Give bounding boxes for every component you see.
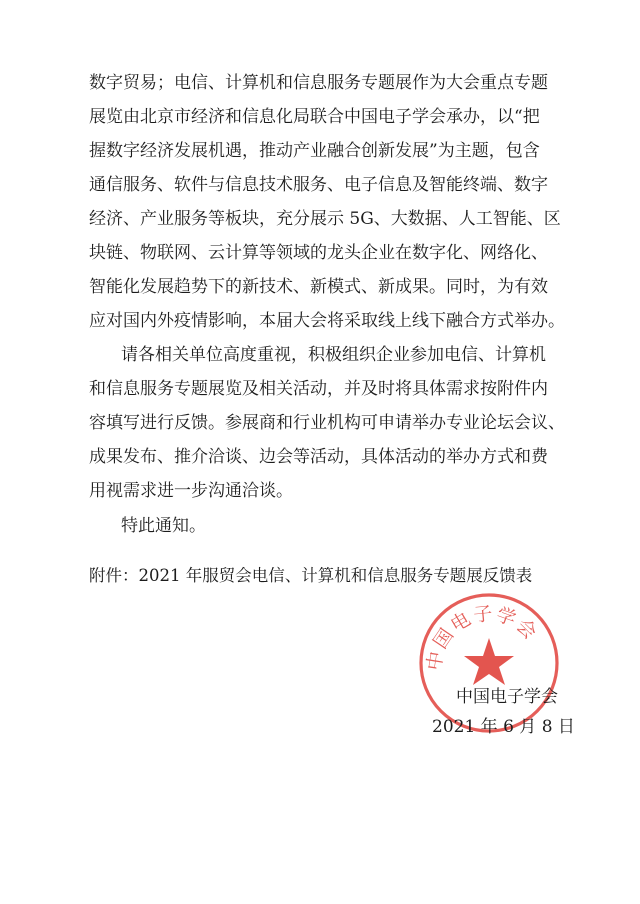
paragraph-line: 成果发布、推介洽谈、边会等活动，具体活动的举办方式和费: [89, 447, 548, 467]
paragraph-line: 容填写进行反馈。参展商和行业机构可申请举办专业论坛会议、: [89, 413, 565, 433]
paragraph-line: 经济、产业服务等板块，充分展示 5G、大数据、人工智能、区: [89, 209, 561, 229]
paragraph-line: 应对国内外疫情影响，本届大会将采取线上线下融合方式举办。: [89, 311, 565, 331]
paragraph-line: 握数字经济发展机遇，推动产业融合创新发展”为主题，包含: [89, 141, 540, 161]
paragraph-line: 块链、物联网、云计算等领域的龙头企业在数字化、网络化、: [89, 243, 548, 263]
signature-org: 中国电子学会: [456, 687, 558, 707]
closing-text: 特此通知。: [121, 516, 206, 536]
paragraph-line: 展览由北京市经济和信息化局联合中国电子学会承办，以“把: [89, 107, 540, 127]
signature-date: 2021 年 6 月 8 日: [432, 717, 575, 737]
paragraph-line: 数字贸易；电信、计算机和信息服务专题展作为大会重点专题: [89, 73, 548, 93]
official-seal-icon: [414, 588, 564, 738]
paragraph-line: 用视需求进一步沟通洽谈。: [89, 481, 293, 501]
paragraph-line: 智能化发展趋势下的新技术、新模式、新成果。同时，为有效: [89, 277, 548, 297]
attachment-line: 附件：2021 年服贸会电信、计算机和信息服务专题展反馈表: [89, 566, 533, 585]
paragraph-line: 请各相关单位高度重视，积极组织企业参加电信、计算机: [121, 345, 546, 365]
seal-text: 中国电子学会: [423, 602, 543, 672]
paragraph-line: 通信服务、软件与信息技术服务、电子信息及智能终端、数字: [89, 175, 548, 195]
paragraph-line: 和信息服务专题展览及相关活动，并及时将具体需求按附件内: [89, 379, 548, 399]
